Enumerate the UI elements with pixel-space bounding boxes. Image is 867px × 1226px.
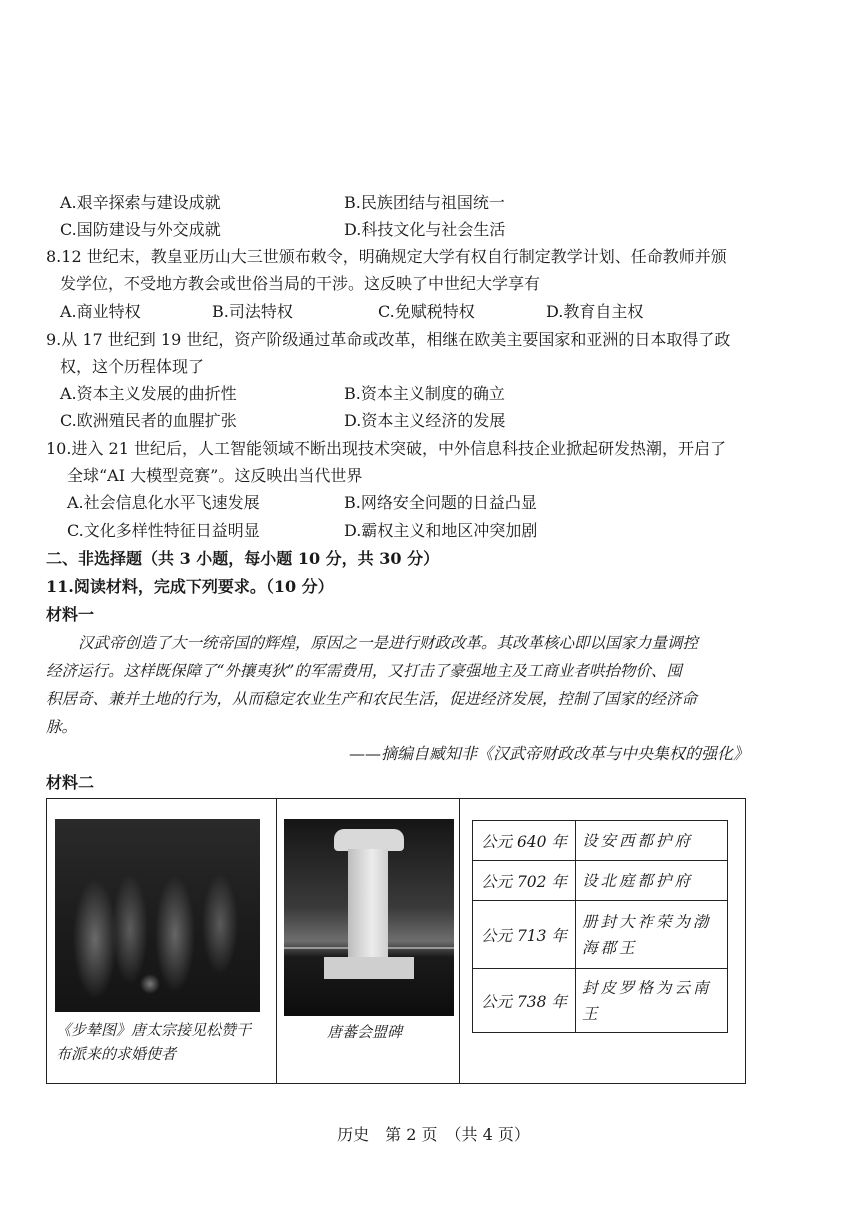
q9-option-a: A.资本主义发展的曲折性 xyxy=(60,384,237,403)
q8-option-c: C.免赋税特权 xyxy=(378,302,475,321)
q9-option-c: C.欧洲殖民者的血腥扩张 xyxy=(60,411,237,430)
page-footer: 历史 第 2 页 （共 4 页） xyxy=(337,1125,530,1144)
timeline-event: 设安西都护府 xyxy=(576,821,728,861)
q8-stem-line1: 8.12 世纪末，教皇亚历山大三世颁布敕令，明确规定大学有权自行制定教学计划、任命教师并颁 xyxy=(46,247,727,266)
q10-option-a: A.社会信息化水平飞速发展 xyxy=(67,493,260,512)
timeline-event: 册封大祚荣为渤海郡王 xyxy=(576,901,728,969)
q8-option-d: D.教育自主权 xyxy=(546,302,644,321)
q9-option-b: B.资本主义制度的确立 xyxy=(344,384,505,403)
q9-stem-line2: 权，这个历程体现了 xyxy=(60,357,205,376)
timeline-row xyxy=(473,821,728,861)
q9-option-d: D.资本主义经济的发展 xyxy=(344,411,506,430)
timeline-row xyxy=(473,861,728,901)
material2-heading: 材料二 xyxy=(46,773,95,792)
tang-frontier-timeline-table xyxy=(472,820,728,1033)
q7-option-b: B.民族团结与祖国统一 xyxy=(344,193,505,212)
material1-line1: 汉武帝创造了大一统帝国的辉煌，原因之一是进行财政改革。其改革核心即以国家力量调控 xyxy=(78,634,699,652)
material1-source: ——摘编自臧知非《汉武帝财政改革与中央集权的强化》 xyxy=(348,744,749,763)
q10-option-c: C.文化多样性特征日益明显 xyxy=(67,521,260,540)
q8-option-a: A.商业特权 xyxy=(60,302,141,321)
timeline-event: 设北庭都护府 xyxy=(576,861,728,901)
painting-caption-line2: 布派来的求婚使者 xyxy=(56,1045,177,1063)
q10-option-b: B.网络安全问题的日益凸显 xyxy=(344,493,537,512)
material1-line2: 经济运行。这样既保障了“外攘夷狄”的军需费用，又打击了豪强地主及工商业者哄抬物价、囤 xyxy=(46,662,682,680)
stele-caption: 唐蕃会盟碑 xyxy=(327,1023,403,1041)
material1-line3: 积居奇、兼并土地的行为，从而稳定农业生产和农民生活，促进经济发展，控制了国家的经济命 xyxy=(46,690,698,708)
timeline-row xyxy=(473,969,728,1033)
timeline-year: 公元 738 年 xyxy=(473,969,576,1033)
tang-tibet-alliance-stele-image xyxy=(284,819,454,1016)
q9-stem-line1: 9.从 17 世纪到 19 世纪，资产阶级通过革命或改革，相继在欧美主要国家和亚洲的日本取得了政 xyxy=(46,330,731,349)
timeline-row xyxy=(473,901,728,969)
timeline-year: 公元 702 年 xyxy=(473,861,576,901)
painting-caption-line1: 《步辇图》唐太宗接见松赞干 xyxy=(56,1021,252,1039)
timeline-year: 公元 713 年 xyxy=(473,901,576,969)
q10-stem-line2: 全球“AI 大模型竞赛”。这反映出当代世界 xyxy=(67,466,363,485)
q8-option-b: B.司法特权 xyxy=(212,302,293,321)
q7-option-c: C.国防建设与外交成就 xyxy=(60,220,221,239)
material1-line4: 脉。 xyxy=(46,718,78,736)
buniantu-painting-image xyxy=(55,819,260,1012)
q7-option-d: D.科技文化与社会生活 xyxy=(344,220,506,239)
section-heading: 二、非选择题（共 3 小题，每小题 10 分，共 30 分） xyxy=(46,549,440,568)
material1-heading: 材料一 xyxy=(46,605,95,624)
q7-option-a: A.艰辛探索与建设成就 xyxy=(60,193,221,212)
timeline-event: 封皮罗格为云南王 xyxy=(576,969,728,1033)
q8-stem-line2: 发学位，不受地方教会或世俗当局的干涉。这反映了中世纪大学享有 xyxy=(60,274,541,293)
q11-stem: 11.阅读材料，完成下列要求。（10 分） xyxy=(46,577,334,596)
timeline-year: 公元 640 年 xyxy=(473,821,576,861)
q10-stem-line1: 10.进入 21 世纪后，人工智能领域不断出现技术突破，中外信息科技企业掀起研发热潮，开启了 xyxy=(46,439,726,458)
q10-option-d: D.霸权主义和地区冲突加剧 xyxy=(344,521,538,540)
